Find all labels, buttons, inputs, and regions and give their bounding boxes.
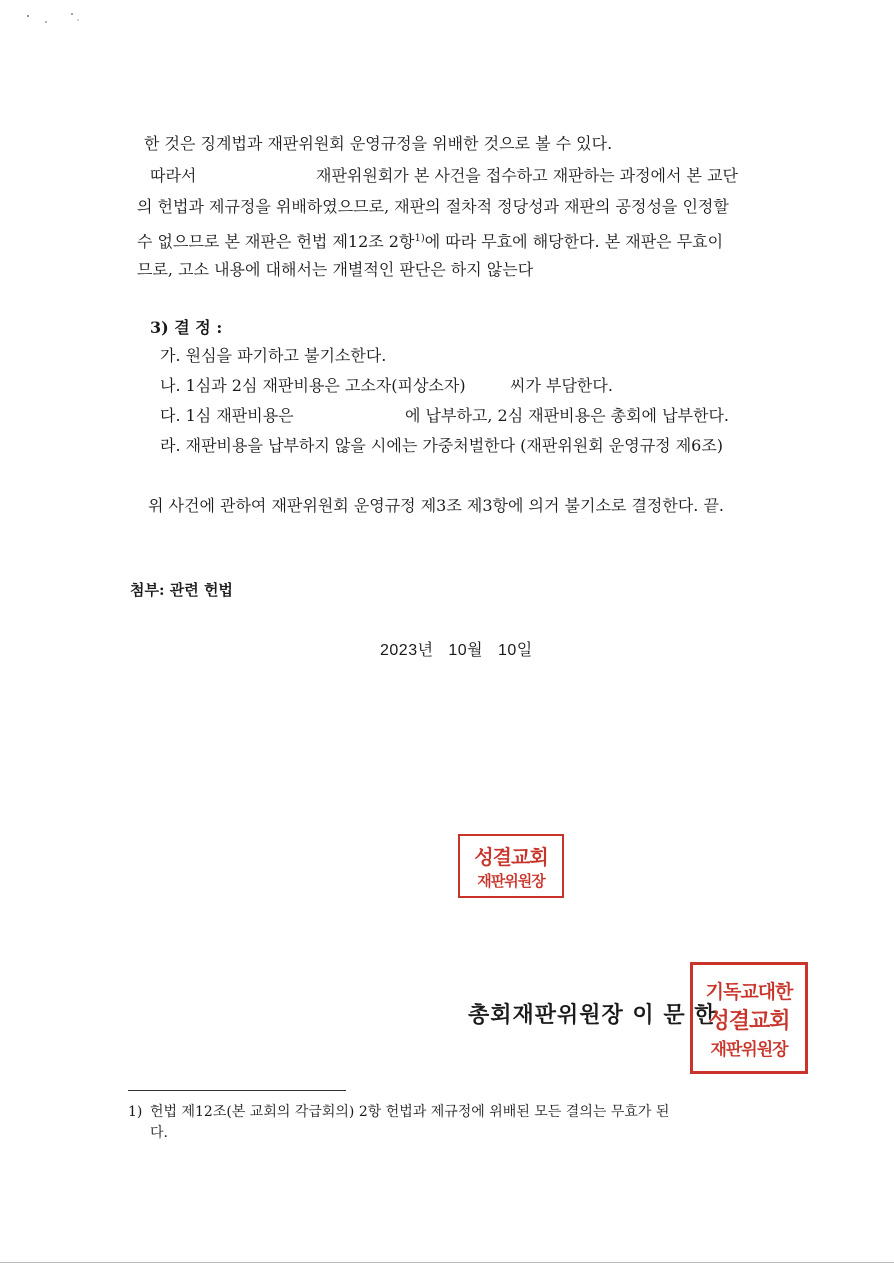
body-line-4-text-end: 에 따라 무효에 해당한다. 본 재판은 무효이 — [424, 232, 724, 251]
body-line-4-text: 수 없으므로 본 재판은 헌법 제12조 2항 — [137, 232, 415, 251]
decision-item-na: 나. 1심과 2심 재판비용은 고소자(피상소자) — [160, 376, 466, 395]
scan-specks — [18, 8, 88, 28]
footnote-reference: 1) — [414, 233, 425, 244]
footnote-mark: 1) — [128, 1104, 143, 1120]
chair-seal — [690, 962, 808, 1074]
chair-seal-row-3: 재판위원장 — [710, 1039, 788, 1060]
chair-seal-row-1: 기독교대한 — [705, 980, 793, 1003]
decision-item-da: 다. 1심 재판비용은 — [160, 406, 294, 425]
committee-seal — [458, 834, 564, 898]
footnote-text-line-2: 다. — [150, 1125, 168, 1141]
decision-item-na-end: 씨가 부담한다. — [510, 376, 613, 395]
decision-item-da-end: 에 납부하고, 2심 재판비용은 총회에 납부한다. — [405, 406, 729, 425]
body-line-3: 의 헌법과 제규정을 위배하였으므로, 재판의 절차적 정당성과 재판의 공정성을 인정할 — [137, 197, 729, 216]
chair-signature: 총회재판위원장 이 문 한 — [468, 1003, 717, 1028]
attachment-label: 첨부: 관련 헌법 — [130, 581, 233, 599]
footnote-divider — [128, 1090, 346, 1091]
body-line-5: 므로, 고소 내용에 대해서는 개별적인 판단은 하지 않는다 — [137, 260, 534, 279]
document-date: 2023년 10월 10일 — [380, 642, 533, 659]
page-bottom-edge — [0, 1262, 894, 1263]
footnote-text-line-1: 헌법 제12조(본 교회의 각급회의) 2항 헌법과 제규정에 위배된 모든 결의는 무효가 된 — [150, 1104, 670, 1120]
body-line-1: 한 것은 징계법과 재판위원회 운영규정을 위배한 것으로 볼 수 있다. — [144, 134, 613, 153]
committee-seal-row-2: 재판위원장 — [477, 872, 545, 890]
conclusion: 위 사건에 관하여 재판위원회 운영규정 제3조 제3항에 의거 불기소로 결정한다. 끝. — [148, 496, 724, 515]
chair-seal-row-2: 성결교회 — [708, 1008, 790, 1034]
decision-item-ra: 라. 재판비용을 납부하지 않을 시에는 가중처벌한다 (재판위원회 운영규정 제6조) — [160, 436, 724, 455]
body-line-2-end: 재판위원회가 본 사건을 접수하고 재판하는 과정에서 본 교단 — [316, 166, 739, 185]
body-line-4 — [137, 229, 723, 252]
decision-item-ga: 가. 원심을 파기하고 불기소한다. — [160, 346, 387, 365]
decision-heading: 3) 결 정 : — [150, 318, 223, 337]
body-line-2-start: 따라서 — [150, 166, 197, 185]
committee-seal-row-1: 성결교회 — [474, 845, 548, 869]
